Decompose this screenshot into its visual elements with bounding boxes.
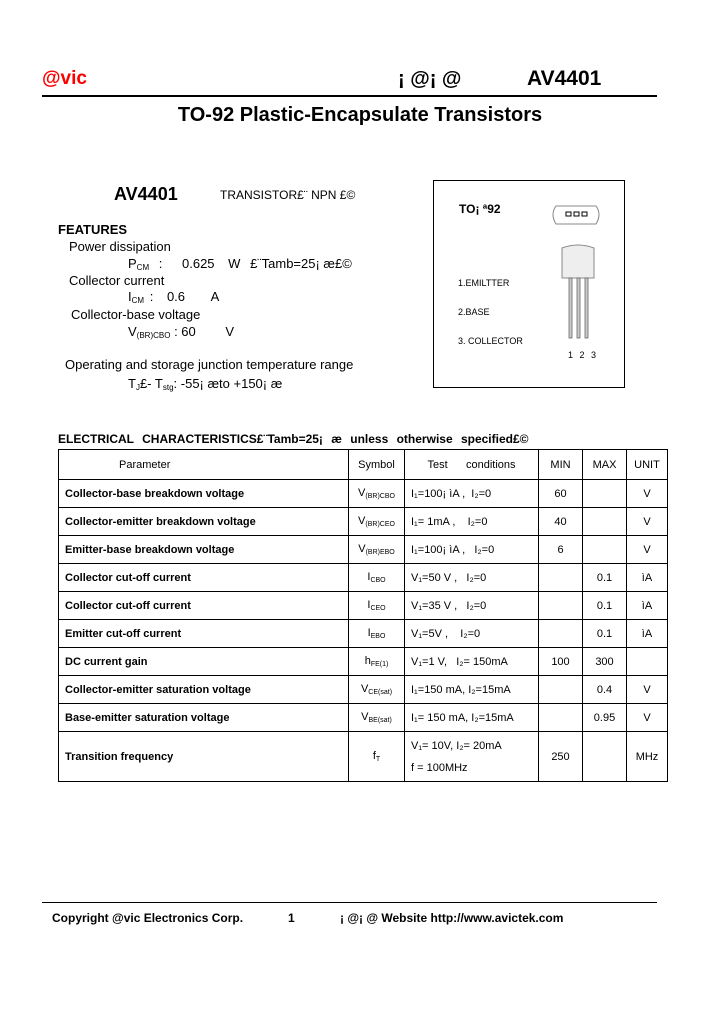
row-parameter: DC current gain <box>59 648 349 676</box>
row-unit: ìA <box>627 620 668 648</box>
header-max: MAX <box>583 450 627 480</box>
row-max <box>583 508 627 536</box>
footer-copyright: Copyright @vic Electronics Corp. <box>52 911 244 925</box>
row-min <box>539 592 583 620</box>
row-condition: I₁= 150 mA, I₂=15mA <box>405 704 539 732</box>
voltage-symbol: V <box>128 324 137 339</box>
row-symbol-sub: FE(1) <box>370 661 389 668</box>
row-condition: I₁=100¡ ìA , I₂=0 <box>405 536 539 564</box>
current-symbol: I <box>128 289 132 304</box>
row-symbol-main: V <box>360 683 369 695</box>
row-symbol-sub: BE(sat) <box>368 717 392 724</box>
current-label: Collector current <box>69 273 165 288</box>
row-symbol <box>349 676 405 704</box>
power-colon: : <box>158 256 163 271</box>
row-max <box>583 732 627 782</box>
row-condition: V₁=50 V , I₂=0 <box>405 564 539 592</box>
row-condition: V₁=1 V, I₂= 150mA <box>405 648 539 676</box>
table-row <box>59 676 668 704</box>
row-symbol-sub: (BR)EBO <box>365 549 395 556</box>
power-symbol: P <box>128 256 137 271</box>
temp-symbol-stg-sub: stg <box>162 383 174 392</box>
header-conditions: Test conditions <box>405 450 539 480</box>
row-symbol-sub: CBO <box>370 577 386 584</box>
row-symbol <box>349 648 405 676</box>
table-row <box>59 536 668 564</box>
row-max: 300 <box>583 648 627 676</box>
table-row <box>59 480 668 508</box>
row-max <box>583 536 627 564</box>
row-symbol-sub: (BR)CBO <box>365 493 395 500</box>
row-parameter: Emitter cut-off current <box>59 620 349 648</box>
row-parameter: Collector-emitter saturation voltage <box>59 676 349 704</box>
temp-label: Operating and storage junction temperature range <box>65 357 354 372</box>
row-condition <box>405 732 539 782</box>
current-spec <box>128 289 219 305</box>
row-max: 0.1 <box>583 620 627 648</box>
power-spec <box>128 256 352 272</box>
company-logo: @vic <box>42 68 87 89</box>
row-unit: V <box>627 480 668 508</box>
row-unit: ìA <box>627 564 668 592</box>
pin-1-label: 1.EMILTTER <box>458 278 510 288</box>
row-max: 0.95 <box>583 704 627 732</box>
power-condition: £¨Tamb=25¡ æ£© <box>250 256 352 271</box>
temp-symbol-j-sub: J <box>135 383 140 392</box>
row-max: 0.1 <box>583 592 627 620</box>
row-parameter: Emitter-base breakdown voltage <box>59 536 349 564</box>
row-symbol-main: V <box>358 515 366 527</box>
row-condition: V₁=35 V , I₂=0 <box>405 592 539 620</box>
voltage-value: : 60 <box>174 324 196 339</box>
table-row <box>59 564 668 592</box>
current-colon: : <box>149 289 154 304</box>
temp-symbol-stg: T <box>154 376 163 391</box>
row-unit: V <box>627 676 668 704</box>
row-parameter: Collector-emitter breakdown voltage <box>59 508 349 536</box>
voltage-symbol-sub: (BR)CBO <box>136 331 171 340</box>
header-unit: UNIT <box>627 450 668 480</box>
header-part-number: AV4401 <box>527 67 602 90</box>
row-symbol-main: V <box>358 543 366 555</box>
table-header-row <box>59 450 668 480</box>
row-symbol-main: I <box>367 599 371 611</box>
row-symbol-sub: (BR)CEO <box>365 521 395 528</box>
table-row <box>59 620 668 648</box>
row-symbol-main: V <box>361 711 369 723</box>
row-unit: ìA <box>627 592 668 620</box>
to92-package-drawing <box>548 198 608 344</box>
row-parameter: Collector-base breakdown voltage <box>59 480 349 508</box>
row-symbol <box>349 508 405 536</box>
power-unit: W <box>228 256 241 271</box>
row-min <box>539 676 583 704</box>
voltage-unit: V <box>225 324 235 339</box>
page-title: TO-92 Plastic-Encapsulate Transistors <box>177 104 543 126</box>
row-symbol-sub: CE(sat) <box>368 689 393 696</box>
features-heading: FEATURES <box>58 222 128 237</box>
row-unit: MHz <box>627 732 668 782</box>
voltage-spec <box>128 324 234 340</box>
power-label: Power dissipation <box>69 239 171 254</box>
row-condition: I₁= 1mA , I₂=0 <box>405 508 539 536</box>
row-symbol-main: I <box>367 627 371 639</box>
footer-page-number: 1 <box>288 911 295 925</box>
footer-rule <box>42 902 657 903</box>
pin-3-label: 3. COLLECTOR <box>458 336 523 346</box>
row-symbol-sub: EBO <box>370 633 386 640</box>
row-min <box>539 704 583 732</box>
row-min <box>539 620 583 648</box>
table-row-transition-frequency <box>59 732 668 782</box>
row-symbol <box>349 536 405 564</box>
row-symbol-main: V <box>358 487 366 499</box>
row-symbol-sub: T <box>375 756 381 763</box>
row-condition: V₁=5V , I₂=0 <box>405 620 539 648</box>
table-row <box>59 704 668 732</box>
row-unit: V <box>627 704 668 732</box>
electrical-table <box>58 449 668 782</box>
power-value: 0.625 <box>182 256 215 271</box>
temp-symbol-j: T <box>128 376 136 391</box>
row-condition-line-2: f = 100MHz <box>411 761 468 774</box>
electrical-heading: ELECTRICAL CHARACTERISTICS£¨Tamb=25¡ æ unless otherwise specified£© <box>58 432 529 446</box>
header-min: MIN <box>539 450 583 480</box>
row-max <box>583 480 627 508</box>
header-symbol: Symbol <box>349 450 405 480</box>
row-max: 0.4 <box>583 676 627 704</box>
header-rule <box>42 95 657 97</box>
row-parameter: Base-emitter saturation voltage <box>59 704 349 732</box>
row-unit <box>627 648 668 676</box>
row-symbol <box>349 704 405 732</box>
temp-value: : -55¡ æto +150¡ æ <box>173 376 283 391</box>
row-symbol <box>349 480 405 508</box>
table-row <box>59 508 668 536</box>
voltage-label: Collector-base voltage <box>71 307 201 322</box>
row-min <box>539 564 583 592</box>
row-symbol <box>349 620 405 648</box>
row-parameter: Collector cut-off current <box>59 592 349 620</box>
row-min: 6 <box>539 536 583 564</box>
row-symbol <box>349 732 405 782</box>
power-symbol-sub: CM <box>136 263 150 272</box>
header-spacer-text: ¡ @¡ @ <box>398 68 462 90</box>
table-row <box>59 648 668 676</box>
row-min: 60 <box>539 480 583 508</box>
row-min: 100 <box>539 648 583 676</box>
row-min: 40 <box>539 508 583 536</box>
temp-separator: £- <box>139 376 152 391</box>
header-parameter: Parameter <box>59 450 349 480</box>
row-parameter: Collector cut-off current <box>59 564 349 592</box>
table-row <box>59 592 668 620</box>
row-symbol-main: I <box>367 571 371 583</box>
part-description: TRANSISTOR£¨ NPN £© <box>220 188 356 202</box>
footer-website: ¡ @¡ @ Website http://www.avictek.com <box>340 911 564 925</box>
row-unit: V <box>627 508 668 536</box>
row-max: 0.1 <box>583 564 627 592</box>
row-min: 250 <box>539 732 583 782</box>
row-symbol-main: f <box>372 750 376 762</box>
row-symbol <box>349 592 405 620</box>
row-condition: I₁=100¡ ìA , I₂=0 <box>405 480 539 508</box>
package-title: TO¡ ª92 <box>459 202 501 216</box>
pin-numbers: 1 2 3 <box>568 350 597 360</box>
row-condition: I₁=150 mA, I₂=15mA <box>405 676 539 704</box>
row-condition-line-1: V₁= 10V, I₂= 20mA <box>411 739 502 752</box>
current-symbol-sub: CM <box>131 296 145 305</box>
pin-2-label: 2.BASE <box>458 307 490 317</box>
row-symbol-sub: CEO <box>370 605 386 612</box>
row-symbol <box>349 564 405 592</box>
row-unit: V <box>627 536 668 564</box>
row-parameter: Transition frequency <box>59 732 349 782</box>
temp-spec <box>128 376 282 392</box>
current-value: 0.6 <box>166 289 186 304</box>
part-number: AV4401 <box>114 184 178 204</box>
current-unit: A <box>210 289 220 304</box>
row-symbol-main: h <box>364 655 371 667</box>
